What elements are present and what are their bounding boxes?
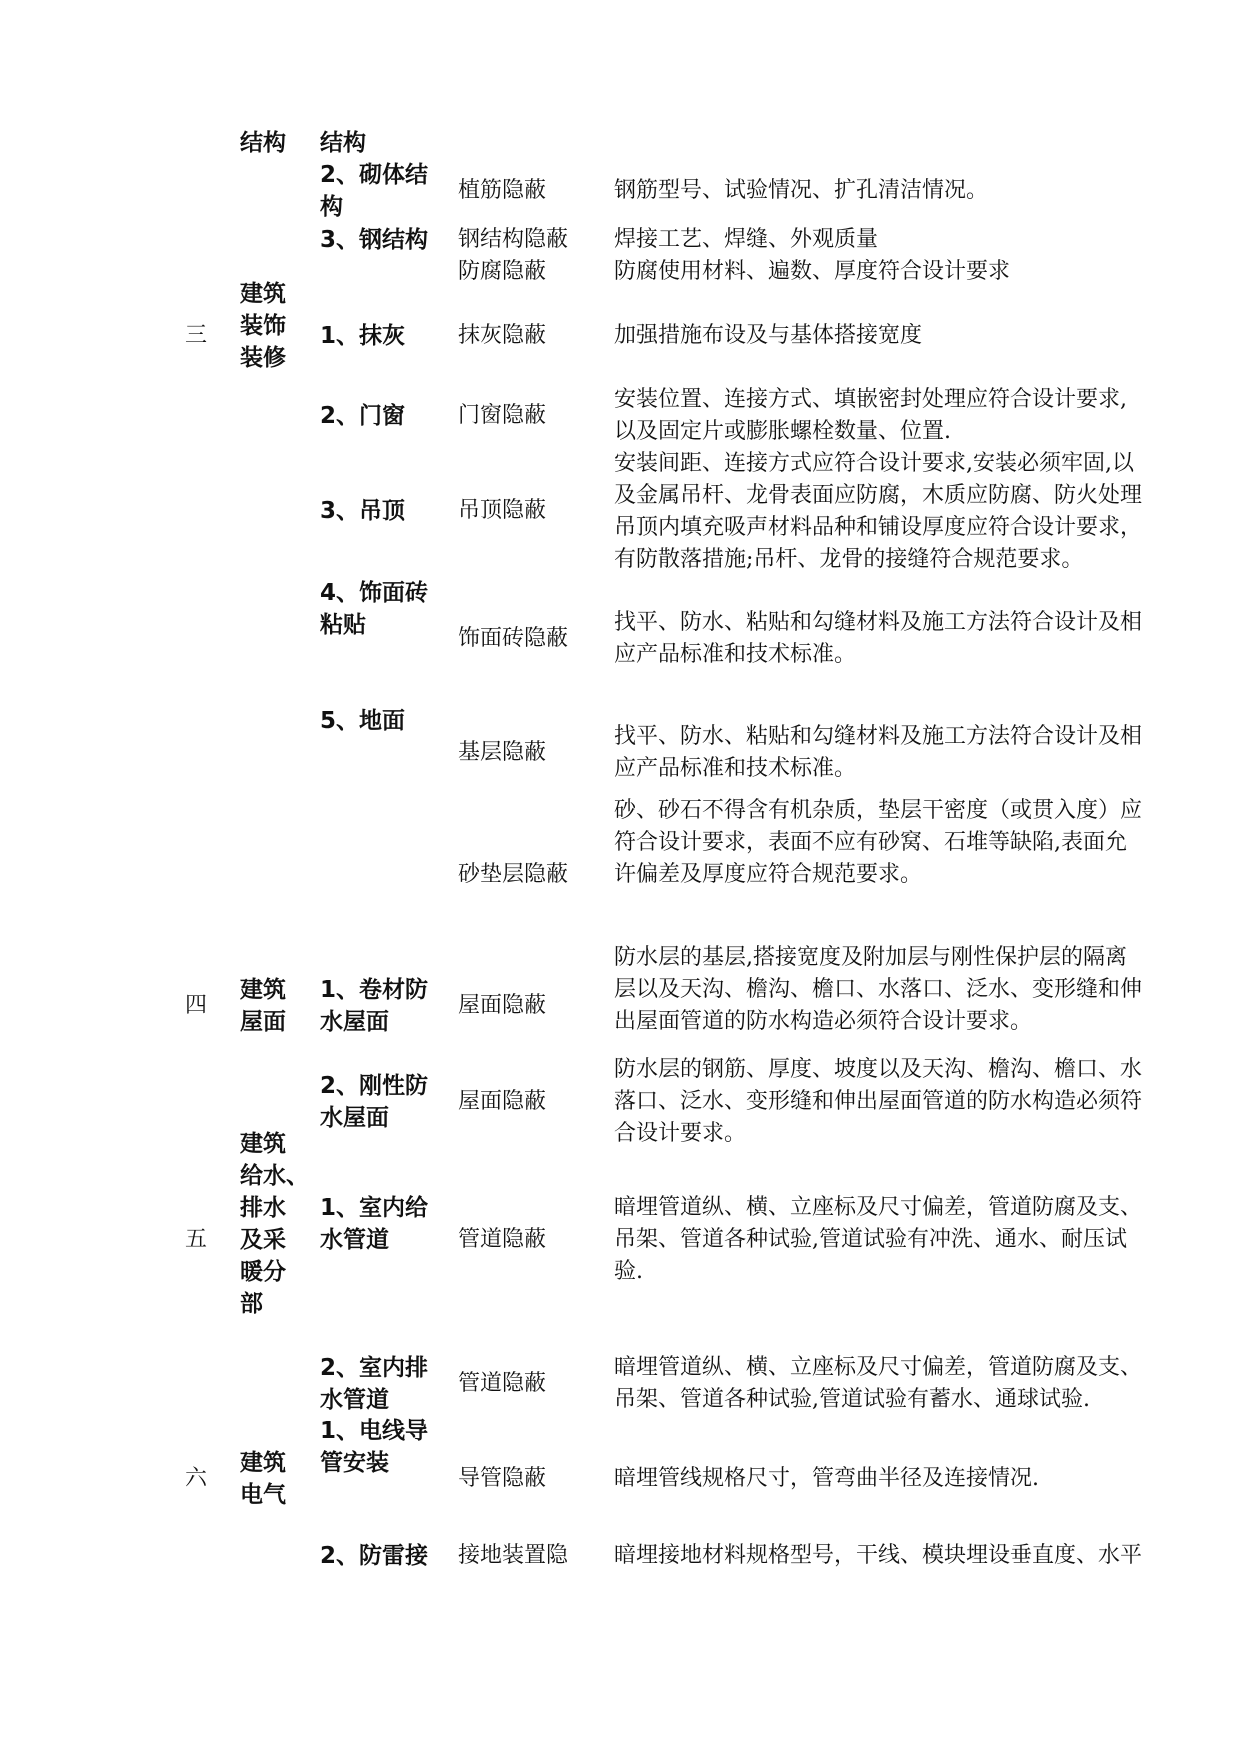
- section-number: 四: [185, 993, 208, 1018]
- sub-item: 2、刚性防 水屋面: [320, 1073, 429, 1131]
- inspection-type: 接地装置隐: [458, 1543, 569, 1568]
- inspection-description: 找平、防水、粘贴和勾缝材料及施工方法符合设计及相 应产品标准和技术标准。: [614, 724, 1143, 781]
- inspection-type: 门窗隐蔽: [458, 403, 547, 428]
- section-number: 六: [185, 1466, 208, 1491]
- category-name: 建筑 装饰 装修: [240, 281, 286, 371]
- sub-item: 2、砌体结 构: [320, 162, 429, 220]
- inspection-type: 导管隐蔽: [458, 1466, 547, 1491]
- sub-item: 3、吊顶: [320, 498, 406, 524]
- inspection-type: 基层隐蔽: [458, 740, 547, 765]
- inspection-type: 屋面隐蔽: [458, 993, 547, 1018]
- section-number: 三: [185, 323, 208, 348]
- category-name: 建筑 给水、 排水 及采 暖分 部: [240, 1131, 309, 1317]
- inspection-description: 钢筋型号、试验情况、扩孔清洁情况。: [614, 178, 989, 203]
- sub-item: 1、抹灰: [320, 323, 406, 349]
- inspection-type: 抹灰隐蔽: [458, 323, 547, 348]
- sub-item: 2、门窗: [320, 403, 406, 429]
- inspection-description: 安装间距、连接方式应符合设计要求,安装必须牢固,以 及金属吊杆、龙骨表面应防腐，木质应防腐、防火处理 吊顶内填充吸声材料品种和铺设厚度应符合设计要求， 有防散落措施;吊杆、龙骨的接缝符合规范要求。: [614, 451, 1143, 572]
- inspection-description: 安装位置、连接方式、填嵌密封处理应符合设计要求, 以及固定片或膨胀螺栓数量、位置.: [614, 387, 1127, 444]
- inspection-type: 管道隐蔽: [458, 1227, 547, 1252]
- inspection-description: 加强措施布设及与基体搭接宽度: [614, 323, 923, 348]
- inspection-type: 吊顶隐蔽: [458, 498, 547, 523]
- inspection-description: 暗埋管道纵、横、立座标及尺寸偏差，管道防腐及支、 吊架、管道各种试验,管道试验有蓄水、通球试验.: [614, 1355, 1143, 1412]
- section-number: 五: [185, 1227, 208, 1252]
- sub-item: 4、饰面砖 粘贴: [320, 580, 429, 638]
- sub-item: 2、防雷接: [320, 1543, 429, 1569]
- inspection-description: 暗埋管线规格尺寸，管弯曲半径及连接情况.: [614, 1466, 1039, 1491]
- inspection-description: 砂、砂石不得含有机杂质，垫层干密度（或贯入度）应 符合设计要求，表面不应有砂窝、石堆等缺陷,表面允 许偏差及厚度应符合规范要求。: [614, 798, 1143, 887]
- sub-item: 结构: [320, 130, 366, 156]
- inspection-type: 管道隐蔽: [458, 1371, 547, 1396]
- inspection-type: 植筋隐蔽: [458, 178, 547, 203]
- inspection-description: 找平、防水、粘贴和勾缝材料及施工方法符合设计及相 应产品标准和技术标准。: [614, 610, 1143, 667]
- inspection-type: 饰面砖隐蔽: [458, 626, 569, 651]
- inspection-description: 暗埋管道纵、横、立座标及尺寸偏差，管道防腐及支、 吊架、管道各种试验,管道试验有冲洗、通水、耐压试 验.: [614, 1195, 1143, 1284]
- inspection-description: 焊接工艺、焊缝、外观质量 防腐使用材料、遍数、厚度符合设计要求: [614, 227, 1011, 284]
- inspection-type: 屋面隐蔽: [458, 1089, 547, 1114]
- category-name: 结构: [240, 130, 286, 156]
- category-name: 建筑 电气: [240, 1450, 286, 1508]
- sub-item: 1、卷材防 水屋面: [320, 977, 429, 1035]
- sub-item: 3、钢结构: [320, 227, 429, 253]
- inspection-description: 防水层的基层,搭接宽度及附加层与刚性保护层的隔离 层以及天沟、檐沟、檐口、水落口、泛水、变形缝和伸 出屋面管道的防水构造必须符合设计要求。: [614, 945, 1143, 1034]
- sub-item: 1、电线导 管安装: [320, 1418, 429, 1476]
- sub-item: 2、室内排 水管道: [320, 1355, 429, 1413]
- inspection-description: 暗埋接地材料规格型号，干线、模块埋设垂直度、水平: [614, 1543, 1143, 1568]
- sub-item: 1、室内给 水管道: [320, 1195, 429, 1253]
- category-name: 建筑 屋面: [240, 977, 286, 1035]
- inspection-type: 砂垫层隐蔽: [458, 862, 569, 887]
- inspection-type: 钢结构隐蔽 防腐隐蔽: [458, 227, 569, 284]
- inspection-description: 防水层的钢筋、厚度、坡度以及天沟、檐沟、檐口、水 落口、泛水、变形缝和伸出屋面管道的防水构造必须符 合设计要求。: [614, 1057, 1143, 1146]
- sub-item: 5、地面: [320, 708, 406, 734]
